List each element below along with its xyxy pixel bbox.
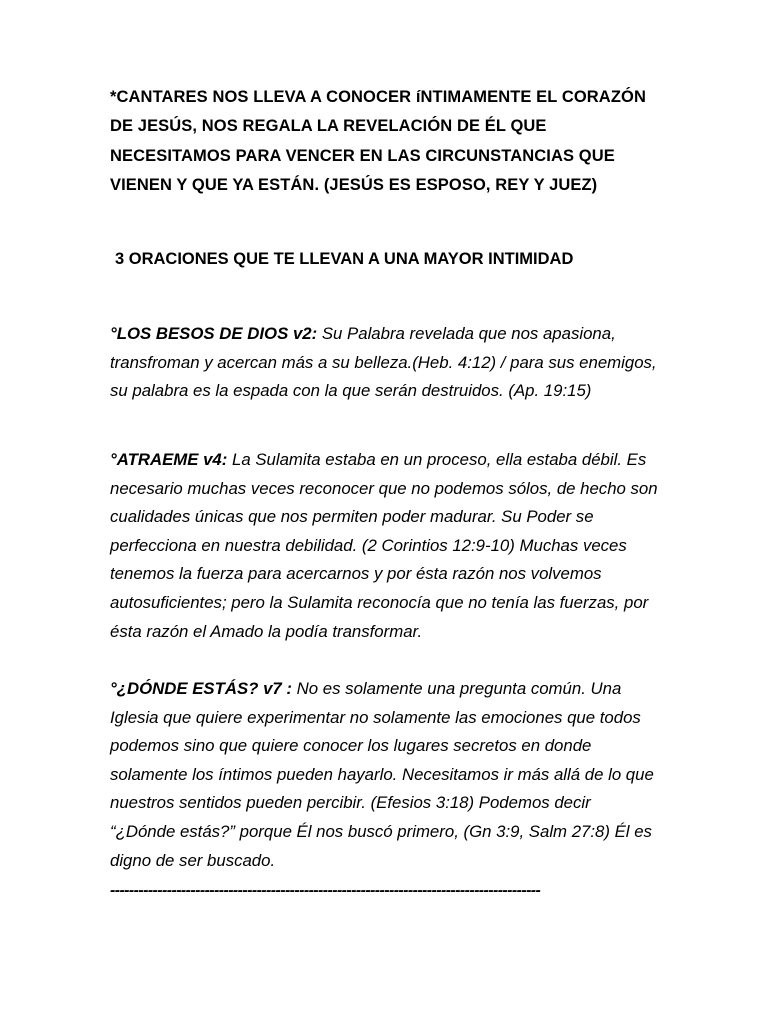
prayer-text: La Sulamita estaba en un proceso, ella estaba débil. Es necesario muchas veces reconocer que no podemos sólos, de hecho son cualidades únicas que nos permiten poder madurar. Su Poder se perfecciona en nuestra debilidad. (2 Corintios 12:9-10) Muchas veces tenemos la fuerza para acercarnos y por ésta razón nos volvemos autosuficientes; pero la Sulamita reconocía que no tenía las fuerzas, por ésta razón el Amado la podía transformar.	[110, 450, 658, 641]
intro-paragraph: *CANTARES NOS LLEVA A CONOCER íNTIMAMENTE EL CORAZÓN DE JESÚS, NOS REGALA LA REVELACIÓN DE ÉL QUE NECESITAMOS PARA VENCER EN LAS CIRCUNSTANCIAS QUE VIENEN Y QUE YA ESTÁN. (JESÚS ES ESPOSO, REY Y JUEZ)	[110, 88, 646, 194]
section-heading: 3 ORACIONES QUE TE LLEVAN A UNA MAYOR INTIMIDAD	[115, 250, 574, 268]
prayer-text: Su Palabra revelada que nos apasiona, transfroman y acercan más a su belleza.(Heb. 4:12) / para sus enemigos, su palabra es la espada con la que serán destruidos. (Ap. 19:15)	[110, 324, 657, 401]
prayer-title: °ATRAEME v4:	[110, 450, 228, 469]
prayer-title: °¿DÓNDE ESTÁS? v7 :	[110, 679, 293, 698]
prayer-text: No es solamente una pregunta común. Una Iglesia que quiere experimentar no solamente las emociones que todos podemos sino que quiere conocer los lugares secretos en donde solamente los íntimos pueden hayarlo. Necesitamos ir más allá de lo que nuestros sentidos pueden percibir. (Efesios 3:18) Podemos decir “¿Dónde estás?” porque Él nos buscó primero, (Gn 3:9, Salm 27:8) Él es digno de ser buscado.	[110, 679, 654, 870]
prayer-atraeme	[110, 446, 658, 646]
document-page	[110, 83, 662, 899]
prayer-title: °LOS BESOS DE DIOS v2:	[110, 324, 318, 343]
prayer-besos-de-dios	[110, 320, 658, 406]
prayer-donde-estas	[110, 675, 658, 875]
dashed-divider: -------------------------------------------------------------------------------------------	[110, 882, 541, 899]
